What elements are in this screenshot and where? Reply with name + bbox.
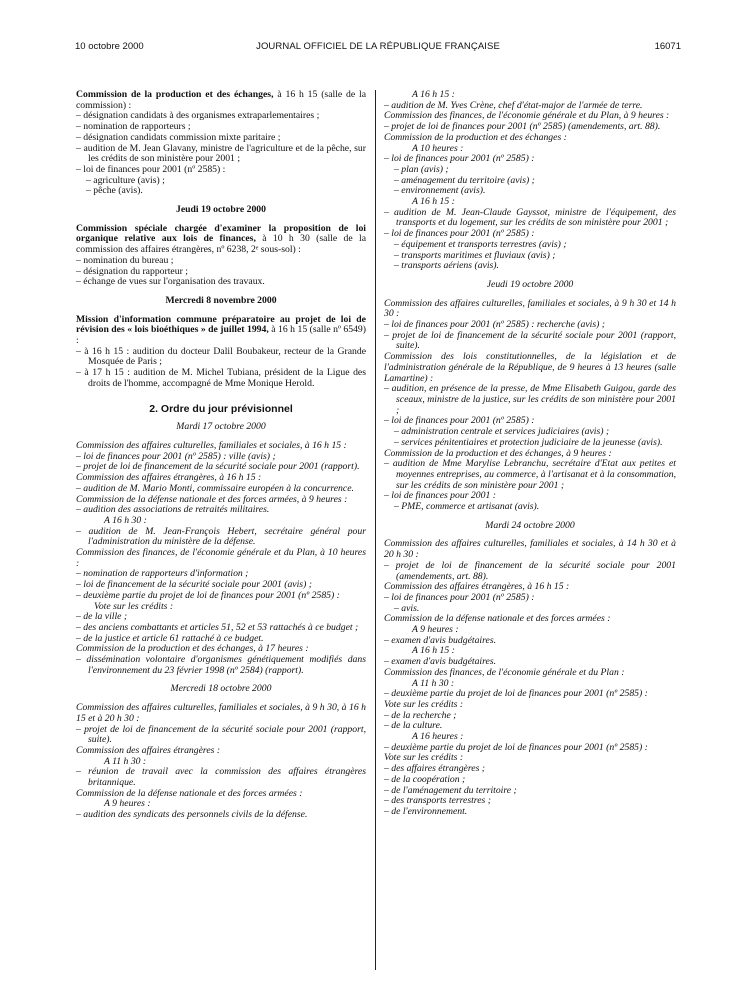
list-item: – projet de loi de financement de la sécurité sociale pour 2001 (rapport, suite). — [384, 329, 676, 352]
list-item: – loi de finances pour 2001 (nº 2585) : — [384, 153, 535, 165]
item-list — [76, 111, 366, 175]
item-list — [76, 655, 366, 676]
date-heading: Mardi 24 octobre 2000 — [485, 519, 575, 531]
page-number: 16071 — [654, 41, 681, 52]
vote-list — [384, 711, 676, 732]
list-item: – nomination du bureau ; — [76, 254, 174, 266]
header-date: 10 octobre 2000 — [75, 41, 144, 52]
sub-item-list — [76, 176, 366, 197]
item-list — [76, 569, 366, 601]
list-item: – projet de loi de financement de la sécurité sociale pour 2001 (rapport). — [76, 461, 360, 473]
item-list — [384, 208, 676, 240]
item-list — [384, 459, 676, 502]
left-column — [76, 90, 366, 821]
sub-item-list — [384, 427, 676, 448]
date-heading: Mercredi 8 novembre 2000 — [165, 294, 277, 306]
commission-heading: Commission des finances, de l'économie générale et du Plan, à 9 heures : — [384, 110, 670, 122]
commission-heading: Commission des affaires culturelles, familiales et sociales, à 16 h 15 : — [76, 439, 347, 451]
commission-heading: Commission de la production et des échanges, à 16 h 15 (salle de la commission) : — [76, 89, 366, 111]
item-list — [76, 256, 366, 288]
list-item: – examen d'avis budgétaires. — [384, 656, 497, 668]
list-item: – échange de vues sur l'organisation des travaux. — [76, 276, 265, 288]
column-separator — [375, 90, 376, 970]
list-item: – services pénitentiaires et protection judiciaire de la jeunesse (avis). — [394, 436, 663, 448]
date-heading: Jeudi 19 octobre 2000 — [486, 278, 574, 290]
time-label: A 11 h 30 : — [104, 755, 147, 767]
commission-heading: Commission de la défense nationale et des forces armées : — [76, 787, 303, 799]
item-list — [76, 452, 366, 473]
commission-heading: Commission des lois constitutionnelles, de la législation et de l'administration générale de la République, de 9 heures à 13 heures (salle Lamartine) : — [384, 351, 676, 384]
commission-heading: Commission des affaires étrangères : — [76, 744, 221, 756]
list-item: – de l'aménagement du territoire ; — [384, 784, 517, 796]
list-item: – loi de finances pour 2001 (nº 2585) : recherche (avis) ; — [384, 319, 606, 331]
list-item: – transports aériens (avis). — [394, 260, 499, 272]
list-item: – équipement et transports terrestres (avis) ; — [394, 238, 567, 250]
commission-heading: Commission de la défense nationale et des forces armées : — [384, 613, 611, 625]
commission-heading: Commission des finances, de l'économie générale et du Plan, à 10 heures : — [76, 547, 366, 569]
list-item: – avis. — [394, 602, 420, 614]
list-item: – des anciens combattants et articles 51, 52 et 53 rattachés à ce budget ; — [76, 621, 359, 633]
commission-heading: Mission d'information commune préparatoire au projet de loi de révision des « lois bioéthiques » de juillet 1994, à 16 h 15 (salle nº 6549) : — [76, 313, 366, 347]
list-item: – deuxième partie du projet de loi de finances pour 2001 (nº 2585) : — [384, 688, 648, 700]
list-item: – de la justice et article 61 rattaché à ce budget. — [76, 632, 264, 644]
list-item: – de la ville ; — [76, 611, 128, 623]
commission-heading: Commission des affaires étrangères, à 16 h 15 : — [76, 472, 262, 484]
commission-heading: Commission spéciale chargée d'examiner la proposition de loi organique relative aux lois de finances, à 10 h 30 (salle de la commission des affaires étrangères, nº 6238, 2ᵉ sous-sol) : — [76, 222, 366, 256]
list-item: – nomination de rapporteurs d'information ; — [76, 568, 249, 580]
commission-heading: Commission de la défense nationale et des forces armées, à 9 heures : — [76, 493, 348, 505]
item-list — [76, 810, 366, 821]
list-item: – audition de Mme Marylise Lebranchu, secrétaire d'Etat aux petites et moyennes entreprises, au commerce, à l'artisanat et à la consommation, sur les crédits de son ministère pour 2001 ; — [384, 458, 676, 491]
list-item: – de la coopération ; — [384, 773, 466, 785]
sub-item-list — [384, 502, 676, 513]
list-item: – réunion de travail avec la commission des affaires étrangères britannique. — [76, 766, 366, 789]
vote-list — [76, 612, 366, 644]
sub-item-list — [384, 165, 676, 197]
time-label: A 16 h 15 : — [412, 89, 455, 100]
list-item: – projet de loi de financement de la sécurité sociale pour 2001 (amendements, art. 88). — [384, 559, 676, 582]
commission-heading: Commission de la production et des échanges : — [384, 131, 567, 143]
list-item: – loi de finances pour 2001 (nº 2585) : — [76, 163, 226, 175]
item-list — [384, 384, 676, 427]
list-item: – aménagement du territoire (avis) ; — [394, 174, 535, 186]
item-list — [76, 767, 366, 788]
item-list — [384, 593, 676, 604]
list-item: – deuxième partie du projet de loi de finances pour 2001 (nº 2585) : — [76, 589, 340, 601]
list-item: – projet de loi de financement de la sécurité sociale pour 2001 (rapport, suite). — [76, 723, 366, 746]
item-list — [384, 320, 676, 352]
time-label: A 9 heures : — [412, 624, 459, 636]
list-item: – audition de M. Jean-François Hebert, secrétaire général pour l'administration du ministère de la défense. — [76, 525, 366, 548]
list-item: – loi de finances pour 2001 (nº 2585) : — [384, 415, 535, 427]
commission-heading: Commission de la production et des échanges, à 17 heures : — [76, 643, 309, 655]
list-item: – désignation candidats commission mixte paritaire ; — [76, 131, 281, 143]
vote-label: Vote sur les crédits : — [384, 752, 464, 764]
list-item: – audition de M. Mario Monti, commissaire européen à la concurrence. — [76, 482, 354, 494]
list-item: – audition de M. Yves Crène, chef d'état-major de l'armée de terre. — [384, 99, 643, 111]
time-label: A 16 h 30 : — [104, 514, 147, 526]
time-label: A 16 h 15 : — [412, 196, 455, 208]
list-item: – transports maritimes et fluviaux (avis) ; — [394, 249, 556, 261]
list-item: – agriculture (avis) ; — [86, 174, 165, 186]
list-item: – dissémination volontaire d'organismes génétiquement modifiés dans l'environnement du 23 février 1998 (nº 2584) (rapport). — [76, 654, 366, 676]
time-label: A 10 heures : — [412, 142, 464, 154]
vote-list — [384, 764, 676, 818]
sub-item-list — [384, 240, 676, 272]
list-item: – administration centrale et services judiciaires (avis) ; — [394, 426, 610, 438]
vote-label: Vote sur les crédits : — [384, 698, 464, 710]
list-item: – à 16 h 15 : audition du docteur Dalil Boubakeur, recteur de la Grande Mosquée de Paris ; — [76, 345, 366, 368]
commission-heading: Commission des affaires culturelles, familiales et sociales, à 9 h 30 et 14 h 30 : — [384, 297, 676, 320]
list-item: – de la recherche ; — [384, 709, 457, 721]
list-item: – pêche (avis). — [86, 185, 143, 197]
list-item: – plan (avis) ; — [394, 163, 449, 175]
page-header — [75, 41, 681, 55]
item-list — [76, 484, 366, 495]
list-item: – deuxième partie du projet de loi de finances pour 2001 (nº 2585) : — [384, 741, 648, 753]
list-item: – examen d'avis budgétaires. — [384, 634, 497, 646]
time-label: A 16 heures : — [412, 731, 464, 743]
vote-label: Vote sur les crédits : — [94, 600, 174, 612]
date-heading: Jeudi 19 octobre 2000 — [176, 204, 266, 216]
commission-heading: Commission de la production et des échanges, à 9 heures : — [384, 447, 612, 459]
list-item: – audition de M. Jean-Claude Gayssot, ministre de l'équipement, des transports et du logement, sur les crédits de son ministère pour 2001 ; — [384, 206, 676, 229]
list-item: – audition des syndicats des personnels civils de la défense. — [76, 809, 308, 821]
section-title: 2. Ordre du jour prévisionnel — [149, 402, 293, 415]
list-item: – projet de loi de finances pour 2001 (nº 2585) (amendements, art. 88). — [384, 121, 661, 133]
list-item: – de la culture. — [384, 720, 443, 732]
list-item: – de l'environnement. — [384, 806, 468, 817]
list-item: – loi de financement de la sécurité sociale pour 2001 (avis) ; — [76, 579, 312, 591]
list-item: – PME, commerce et artisanat (avis). — [394, 501, 540, 513]
list-item: – audition de M. Jean Glavany, ministre de l'agriculture et de la pêche, sur les crédits de son ministère pour 2001 ; — [76, 142, 366, 165]
time-label: A 11 h 30 : — [412, 677, 455, 689]
commission-heading: Commission des affaires étrangères, à 16 h 15 : — [384, 581, 570, 593]
list-item: – désignation du rapporteur ; — [76, 265, 188, 277]
list-item: – désignation candidats à des organismes extraparlementaires ; — [76, 110, 320, 122]
journal-title: JOURNAL OFFICIEL DE LA RÉPUBLIQUE FRANÇAISE — [256, 41, 500, 52]
commission-heading: Commission des affaires culturelles, familiales et sociales, à 9 h 30, à 16 h 15 et à 20 h 30 : — [76, 702, 366, 724]
time-label: A 9 heures : — [104, 798, 151, 810]
date-heading: Mardi 17 octobre 2000 — [176, 421, 266, 433]
commission-heading: Commission des finances, de l'économie générale et du Plan : — [384, 666, 625, 678]
list-item: – à 17 h 15 : audition de M. Michel Tubiana, président de la Ligue des droits de l'homme, accompagné de Mme Monique Herold. — [76, 367, 366, 389]
item-list — [76, 347, 366, 390]
list-item: – des transports terrestres ; — [384, 795, 491, 807]
list-item: – loi de finances pour 2001 : — [384, 490, 496, 502]
list-item: – environnement (avis). — [394, 185, 486, 197]
right-column — [384, 90, 676, 818]
item-list — [76, 725, 366, 746]
list-item: – des affaires étrangères ; — [384, 763, 485, 775]
item-list — [76, 527, 366, 548]
list-item: – nomination de rapporteurs ; — [76, 121, 191, 133]
list-item: – loi de finances pour 2001 (nº 2585) : — [384, 228, 535, 240]
list-item: – audition des associations de retraités militaires. — [76, 504, 270, 516]
list-item: – audition, en présence de la presse, de Mme Elisabeth Guigou, garde des sceaux, ministre de la justice, sur les crédits de son ministère pour 2001 ; — [384, 383, 676, 416]
item-list — [384, 561, 676, 582]
list-item: – loi de finances pour 2001 (nº 2585) : ville (avis) ; — [76, 450, 276, 462]
date-heading: Mercredi 18 octobre 2000 — [170, 683, 272, 695]
commission-heading: Commission des affaires culturelles, familiales et sociales, à 14 h 30 et à 20 h 30 : — [384, 538, 676, 561]
time-label: A 16 h 15 : — [412, 645, 455, 657]
list-item: – loi de finances pour 2001 (nº 2585) : — [384, 591, 535, 603]
